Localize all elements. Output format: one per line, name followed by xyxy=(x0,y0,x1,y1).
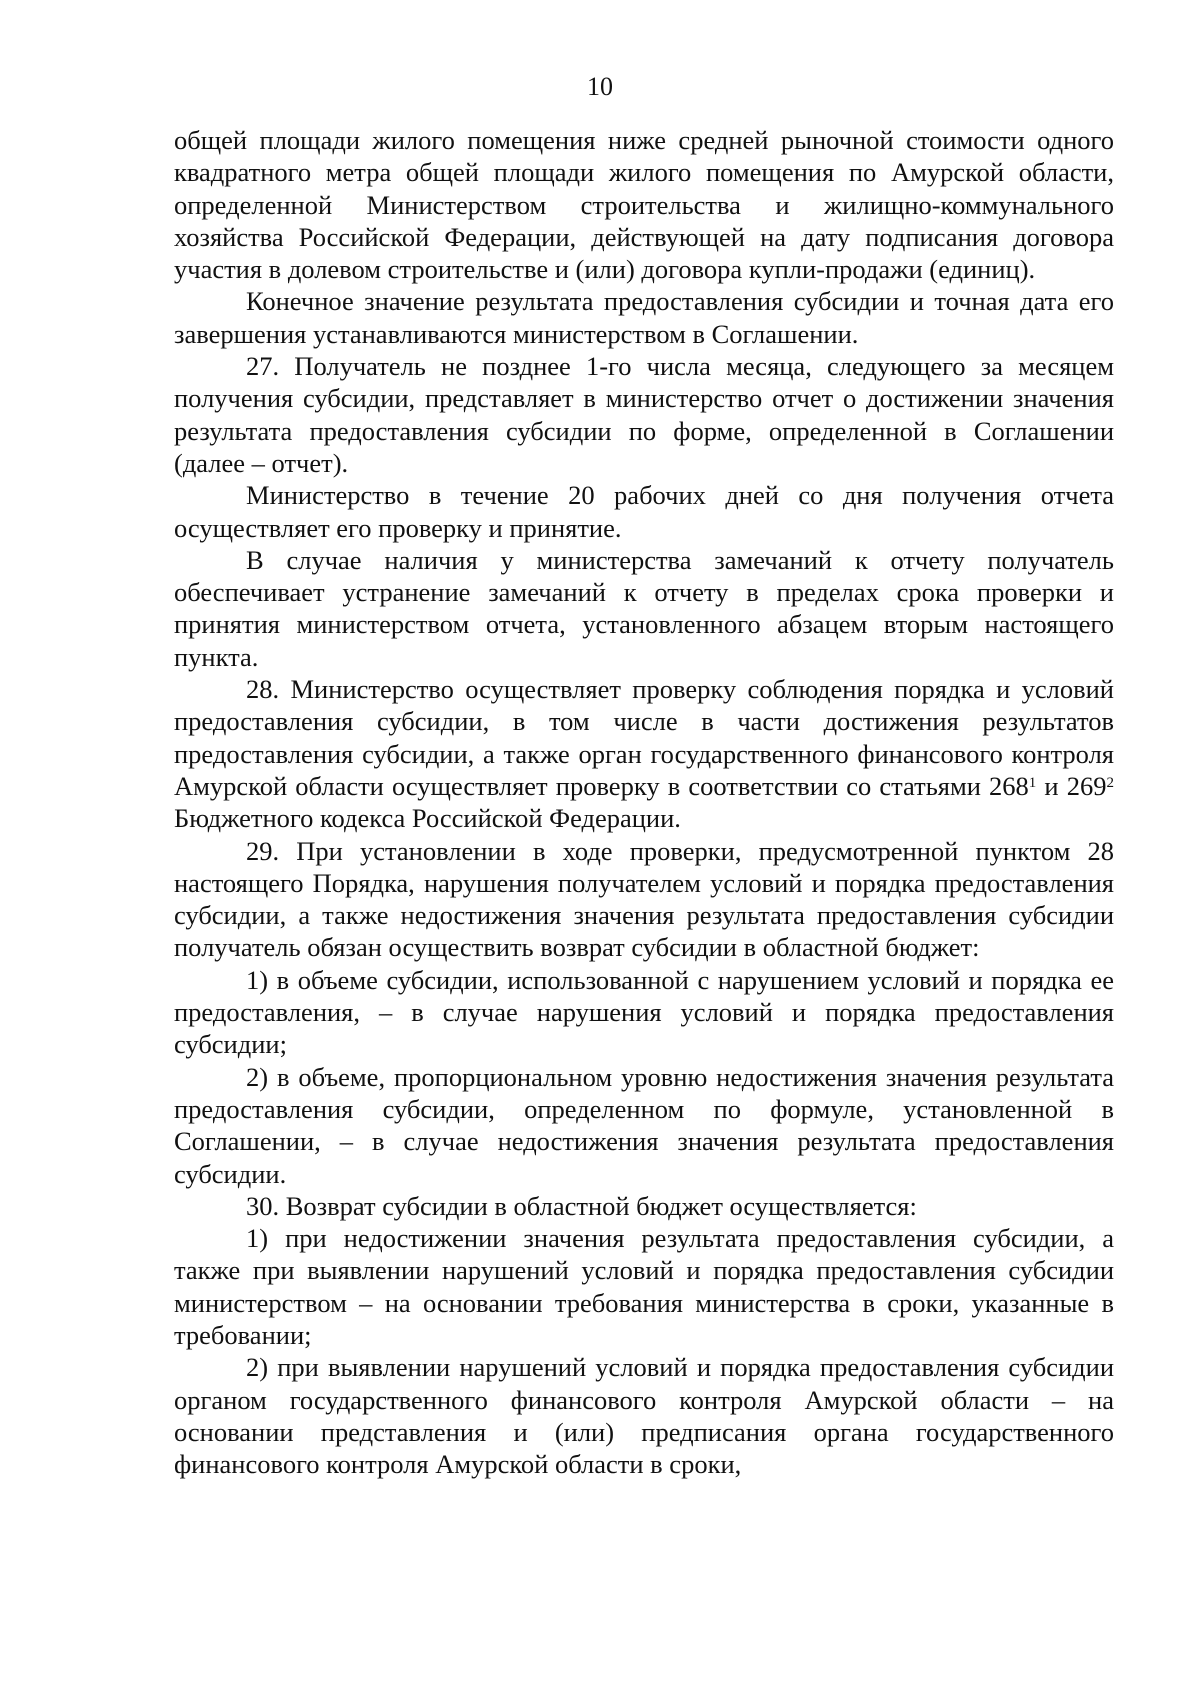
paragraph-item-30-sub-2: 2) при выявлении нарушений условий и порядка предоставления субсидии органом государственного финансового контроля Амурской области – на основании представления и (или) предписания органа государственного финансового контроля Амурской области в сроки, xyxy=(174,1352,1114,1480)
paragraph-item-30: 30. Возврат субсидии в областной бюджет осуществляется: xyxy=(246,1190,917,1221)
paragraph-item-30-sub-1: 1) при недостижении значения результата предоставления субсидии, а также при выявлении нарушений условий и порядка предоставления субсидии министерством – на основании требования министерства в сроки, указанные в требовании; xyxy=(174,1223,1114,1350)
paragraph-item-29: 29. При установлении в ходе проверки, предусмотренной пунктом 28 настоящего Порядка, нарушения получателем условий и порядка предоставления субсидии, а также недостижения значения результата предоставления субсидии получатель обязан осуществить возврат субсидии в областной бюджет: xyxy=(174,835,1114,963)
item-28-text-middle: и 269 xyxy=(1036,770,1107,801)
item-28-text-before: 28. Министерство осуществляет проверку соблюдения порядка и условий предоставления субсидии, в том числе в части достижения результатов предоставления субсидии, а также орган государственного финансового контроля Амурской области осуществляет проверку в соответствии со статьями 268 xyxy=(174,674,1114,801)
paragraph-final-result: Конечное значение результата предоставления субсидии и точная дата его завершения устанавливаются министерством в Соглашении. xyxy=(174,286,1114,349)
paragraph-item-27: 27. Получатель не позднее 1-го числа месяца, следующего за месяцем получения субсидии, представляет в министерство отчет о достижении значения результата предоставления субсидии по форме, определенной в Соглашении (далее – отчет). xyxy=(174,351,1114,478)
paragraph-report-review: Министерство в течение 20 рабочих дней со дня получения отчета осуществляет его проверку и принятие. xyxy=(174,480,1114,543)
paragraph-item-29-sub-1: 1) в объеме субсидии, использованной с нарушением условий и порядка ее предоставления, – в случае нарушения условий и порядка предоставления субсидии; xyxy=(174,964,1114,1060)
paragraph-item-29-sub-2: 2) в объеме, пропорциональном уровню недостижения значения результата предоставления субсидии, определенном по формуле, установленной в Соглашении, – в случае недостижения значения результата предоставления субсидии. xyxy=(174,1061,1114,1189)
paragraph-continuation: общей площади жилого помещения ниже средней рыночной стоимости одного квадратного метра общей площади жилого помещения по Амурской области, определенной Министерством строительства и жилищно-коммунального хозяйства Российской Федерации, действующей на дату подписания договора участия в долевом строительстве и (или) договора купли-продажи (единиц). xyxy=(174,125,1114,285)
superscript-article-268: 1 xyxy=(1028,774,1037,791)
page-number: 10 xyxy=(587,72,613,101)
item-28-text-after: Бюджетного кодекса Российской Федерации. xyxy=(174,803,681,834)
superscript-article-269: 2 xyxy=(1106,774,1114,791)
paragraph-item-28 xyxy=(174,673,1114,834)
document-body xyxy=(174,124,1114,1480)
paragraph-report-remarks: В случае наличия у министерства замечаний к отчету получатель обеспечивает устранение замечаний к отчету в пределах срока проверки и принятия министерством отчета, установленного абзацем вторым настоящего пункта. xyxy=(174,544,1114,672)
